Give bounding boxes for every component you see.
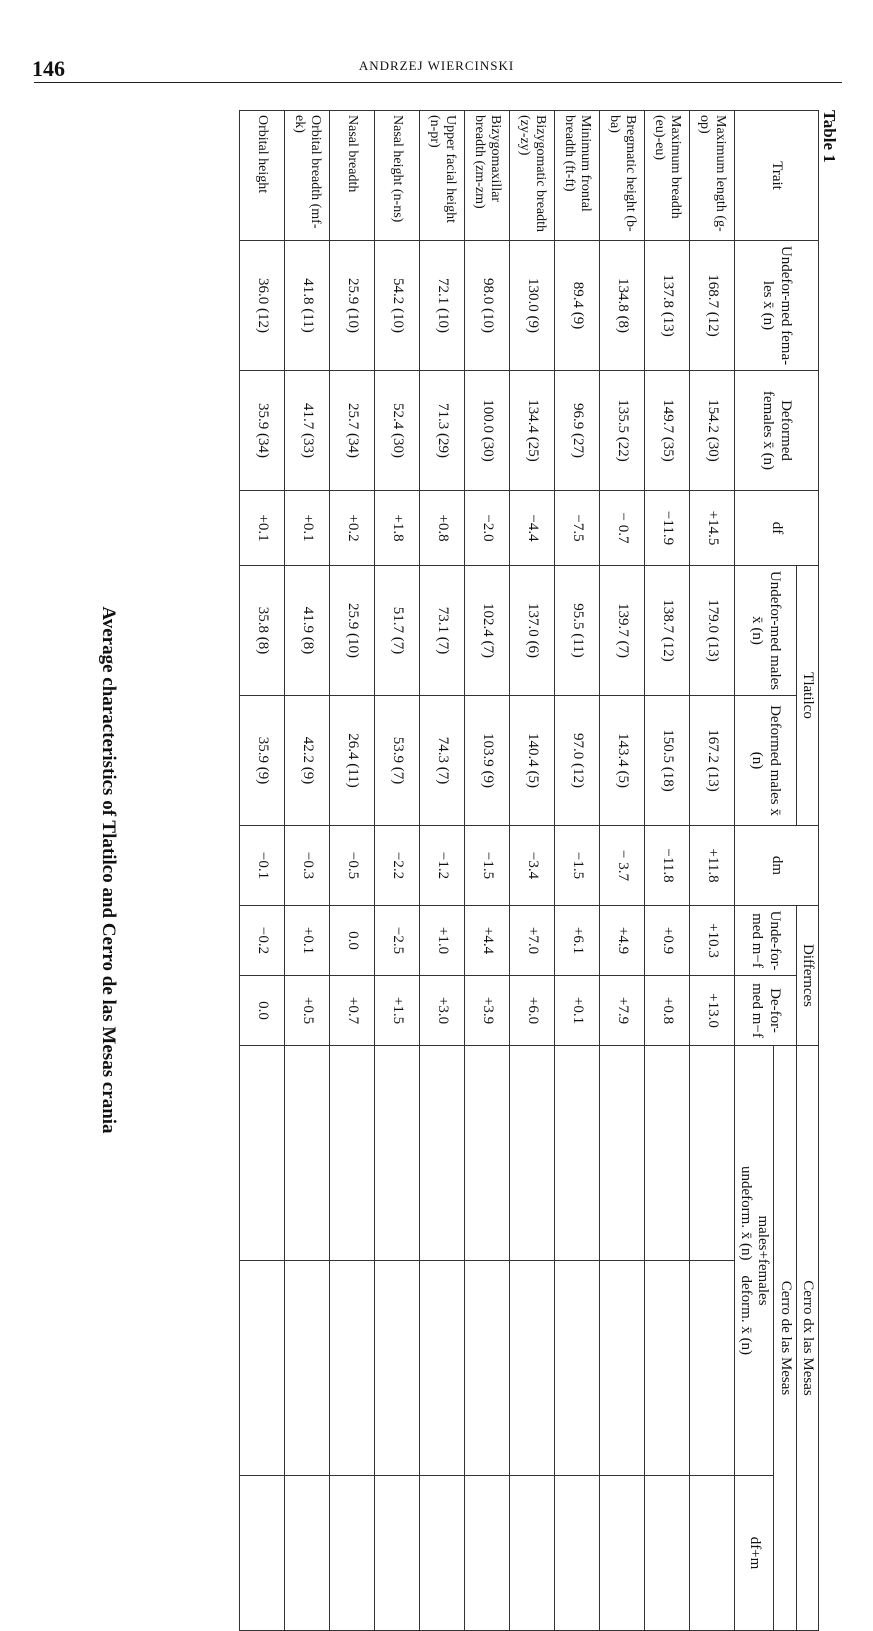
- diff-deformed-cell: +3.9: [465, 976, 510, 1046]
- deformed-females-cell: 71.3 (29): [420, 371, 465, 491]
- d-f-cell: +1.8: [375, 491, 420, 566]
- diff-undeformed-cell: −0.2: [240, 906, 285, 976]
- d-m-cell: −1.2: [420, 826, 465, 906]
- col-group-tlatilco: Tlatilco: [796, 566, 818, 826]
- d-f-cell: +0.1: [240, 491, 285, 566]
- deformed-females-cell: 135.5 (22): [600, 371, 645, 491]
- trait-cell: Maximum breadth (eu)-eu): [645, 111, 690, 241]
- deformed-females-cell: 35.9 (34): [240, 371, 285, 491]
- diff-undeformed-cell: +4.9: [600, 906, 645, 976]
- table-row: [465, 111, 510, 1631]
- cerro-undeform-cell: [330, 1046, 375, 1261]
- diff-undeformed-cell: +4.4: [465, 906, 510, 976]
- cerro-dfm-cell: [240, 1476, 285, 1631]
- undeformed-females-cell: 168.7 (12): [690, 241, 735, 371]
- col-d-f: df: [735, 491, 819, 566]
- d-m-cell: −0.5: [330, 826, 375, 906]
- deformed-males-cell: 53.9 (7): [375, 696, 420, 826]
- undeformed-males-cell: 25.9 (10): [330, 566, 375, 696]
- d-f-cell: +0.8: [420, 491, 465, 566]
- col-undeformed-females: Undefor-med fema-les x̄ (n): [735, 241, 819, 371]
- col-diff-deformed: De-for-med m−f: [735, 976, 797, 1046]
- header-row-1: [796, 111, 818, 1631]
- undeformed-males-cell: 179.0 (13): [690, 566, 735, 696]
- deformed-females-cell: 41.7 (33): [285, 371, 330, 491]
- undeformed-females-cell: 41.8 (11): [285, 241, 330, 371]
- cerro-dfm-cell: [555, 1476, 600, 1631]
- d-f-cell: +14.5: [690, 491, 735, 566]
- rotated-table-region: [99, 110, 839, 1630]
- undeformed-males-cell: 73.1 (7): [420, 566, 465, 696]
- cerro-undeform-cell: [510, 1046, 555, 1261]
- d-m-cell: +11.8: [690, 826, 735, 906]
- col-group-cerro: Cerro dx las Mesas: [796, 1046, 818, 1631]
- cerro-dfm-cell: [465, 1476, 510, 1631]
- table-row: [420, 111, 465, 1631]
- d-f-cell: − 0.7: [600, 491, 645, 566]
- trait-cell: Bregmatic height (b-ba): [600, 111, 645, 241]
- trait-cell: Bizygomaxillar breadth (zm-zm): [465, 111, 510, 241]
- cerro-dfm-cell: [510, 1476, 555, 1631]
- cerro-deform-cell: [645, 1261, 690, 1476]
- cerro-dfm-cell: [420, 1476, 465, 1631]
- cerro-undeform-cell: [375, 1046, 420, 1261]
- table-row: [330, 111, 375, 1631]
- table-row: [240, 111, 285, 1631]
- trait-cell: Nasal breadth: [330, 111, 375, 241]
- deformed-females-cell: 154.2 (30): [690, 371, 735, 491]
- cerro-undeform-cell: [240, 1046, 285, 1261]
- undeformed-females-cell: 72.1 (10): [420, 241, 465, 371]
- d-m-cell: −0.1: [240, 826, 285, 906]
- diff-undeformed-cell: +0.9: [645, 906, 690, 976]
- table-row: [600, 111, 645, 1631]
- undeformed-females-cell: 54.2 (10): [375, 241, 420, 371]
- diff-deformed-cell: +0.7: [330, 976, 375, 1046]
- trait-cell: Orbital height: [240, 111, 285, 241]
- deformed-males-cell: 103.9 (9): [465, 696, 510, 826]
- undeformed-females-cell: 89.4 (9): [555, 241, 600, 371]
- trait-cell: Orbital breadth (mf-ek): [285, 111, 330, 241]
- d-f-cell: −2.0: [465, 491, 510, 566]
- cerro-undeform-cell: [420, 1046, 465, 1261]
- cerro-deform-cell: [285, 1261, 330, 1476]
- undeformed-females-cell: 98.0 (10): [465, 241, 510, 371]
- undeformed-males-cell: 35.8 (8): [240, 566, 285, 696]
- cerro-undeform-cell: [645, 1046, 690, 1261]
- undeformed-females-cell: 134.8 (8): [600, 241, 645, 371]
- undeformed-females-cell: 137.8 (13): [645, 241, 690, 371]
- trait-cell: Minimum frontal breadth (ft-ft): [555, 111, 600, 241]
- deformed-males-cell: 150.5 (18): [645, 696, 690, 826]
- diff-undeformed-cell: +7.0: [510, 906, 555, 976]
- cerro-undeform-label: undeform. x̄ (n): [738, 1165, 755, 1261]
- table-caption: Average characteristics of Tlatilco and Cerro de las Mesas crania: [98, 606, 119, 1134]
- d-m-cell: −1.5: [555, 826, 600, 906]
- cerro-undeform-cell: [465, 1046, 510, 1261]
- cerro-mf-label: males+females: [755, 1215, 772, 1306]
- diff-undeformed-cell: +6.1: [555, 906, 600, 976]
- d-m-cell: −3.4: [510, 826, 555, 906]
- cerro-deform-cell: [465, 1261, 510, 1476]
- undeformed-males-cell: 102.4 (7): [465, 566, 510, 696]
- deformed-males-cell: 167.2 (13): [690, 696, 735, 826]
- trait-cell: Bizygomatic breadth (zy-zy): [510, 111, 555, 241]
- header-rule: [34, 82, 842, 83]
- d-m-cell: −2.2: [375, 826, 420, 906]
- trait-cell: Nasal height (n-ns): [375, 111, 420, 241]
- table-row: [690, 111, 735, 1631]
- running-head: ANDRZEJ WIERCINSKI: [358, 58, 515, 73]
- col-cerro-mf: [735, 1046, 775, 1476]
- deformed-males-cell: 35.9 (9): [240, 696, 285, 826]
- cerro-undeform-cell: [600, 1046, 645, 1261]
- table-row: [285, 111, 330, 1631]
- table-row: [645, 111, 690, 1631]
- table-row: [510, 111, 555, 1631]
- cerro-deform-cell: [690, 1261, 735, 1476]
- deformed-males-cell: 42.2 (9): [285, 696, 330, 826]
- cerro-deform-cell: [555, 1261, 600, 1476]
- deformed-males-cell: 143.4 (5): [600, 696, 645, 826]
- col-trait: Trait: [735, 111, 819, 241]
- table-row: [375, 111, 420, 1631]
- deformed-females-cell: 100.0 (30): [465, 371, 510, 491]
- deformed-males-cell: 26.4 (11): [330, 696, 375, 826]
- table-row: [555, 111, 600, 1631]
- trait-cell: Upper facial height (n-pr): [420, 111, 465, 241]
- cerro-deform-label: deform. x̄ (n): [738, 1275, 755, 1356]
- cerro-undeform-cell: [285, 1046, 330, 1261]
- d-m-cell: −0.3: [285, 826, 330, 906]
- diff-deformed-cell: +0.5: [285, 976, 330, 1046]
- col-diff-undeformed: Unde-for-med m−f: [735, 906, 797, 976]
- col-deformed-males: Deformed males x̄ (n): [735, 696, 797, 826]
- diff-deformed-cell: +7.9: [600, 976, 645, 1046]
- cerro-dfm-cell: [285, 1476, 330, 1631]
- data-table: [239, 110, 819, 1631]
- diff-deformed-cell: +6.0: [510, 976, 555, 1046]
- deformed-males-cell: 97.0 (12): [555, 696, 600, 826]
- col-cerro-subtitle: Cerro de las Mesas: [774, 1046, 796, 1631]
- trait-cell: Maximum length (g-op): [690, 111, 735, 241]
- col-d-m: dm: [735, 826, 819, 906]
- diff-deformed-cell: +1.5: [375, 976, 420, 1046]
- undeformed-females-cell: 130.0 (9): [510, 241, 555, 371]
- cerro-deform-cell: [375, 1261, 420, 1476]
- diff-undeformed-cell: +1.0: [420, 906, 465, 976]
- cerro-deform-cell: [330, 1261, 375, 1476]
- deformed-females-cell: 149.7 (35): [645, 371, 690, 491]
- diff-deformed-cell: +3.0: [420, 976, 465, 1046]
- d-f-cell: −7.5: [555, 491, 600, 566]
- diff-undeformed-cell: +10.3: [690, 906, 735, 976]
- cerro-deform-cell: [420, 1261, 465, 1476]
- cerro-dfm-cell: [690, 1476, 735, 1631]
- undeformed-males-cell: 137.0 (6): [510, 566, 555, 696]
- undeformed-males-cell: 139.7 (7): [600, 566, 645, 696]
- deformed-females-cell: 52.4 (30): [375, 371, 420, 491]
- d-m-cell: −1.5: [465, 826, 510, 906]
- diff-undeformed-cell: +0.1: [285, 906, 330, 976]
- deformed-males-cell: 74.3 (7): [420, 696, 465, 826]
- deformed-females-cell: 134.4 (25): [510, 371, 555, 491]
- undeformed-males-cell: 41.9 (8): [285, 566, 330, 696]
- diff-undeformed-cell: 0.0: [330, 906, 375, 976]
- d-m-cell: −11.8: [645, 826, 690, 906]
- table-label: Table 1: [820, 110, 839, 163]
- diff-deformed-cell: +0.1: [555, 976, 600, 1046]
- cerro-undeform-cell: [690, 1046, 735, 1261]
- cerro-deform-cell: [240, 1261, 285, 1476]
- deformed-females-cell: 96.9 (27): [555, 371, 600, 491]
- undeformed-males-cell: 138.7 (12): [645, 566, 690, 696]
- diff-deformed-cell: +0.8: [645, 976, 690, 1046]
- cerro-dfm-cell: [330, 1476, 375, 1631]
- undeformed-males-cell: 95.5 (11): [555, 566, 600, 696]
- diff-undeformed-cell: −2.5: [375, 906, 420, 976]
- d-m-cell: − 3.7: [600, 826, 645, 906]
- undeformed-males-cell: 51.7 (7): [375, 566, 420, 696]
- cerro-deform-cell: [510, 1261, 555, 1476]
- deformed-males-cell: 140.4 (5): [510, 696, 555, 826]
- page-number: 146: [32, 56, 65, 81]
- col-group-differences: Differnces: [796, 906, 818, 1046]
- undeformed-females-cell: 36.0 (12): [240, 241, 285, 371]
- col-deformed-females: Deformed females x̄ (n): [735, 371, 819, 491]
- cerro-dfm-cell: [375, 1476, 420, 1631]
- cerro-undeform-cell: [555, 1046, 600, 1261]
- cerro-deform-cell: [600, 1261, 645, 1476]
- cerro-dfm-cell: [600, 1476, 645, 1631]
- diff-deformed-cell: +13.0: [690, 976, 735, 1046]
- undeformed-females-cell: 25.9 (10): [330, 241, 375, 371]
- d-f-cell: −11.9: [645, 491, 690, 566]
- col-cerro-dfm: df+m: [735, 1476, 775, 1631]
- d-f-cell: +0.1: [285, 491, 330, 566]
- deformed-females-cell: 25.7 (34): [330, 371, 375, 491]
- diff-deformed-cell: 0.0: [240, 976, 285, 1046]
- d-f-cell: −4.4: [510, 491, 555, 566]
- d-f-cell: +0.2: [330, 491, 375, 566]
- col-undeformed-males: Undefor-med males x̄ (n): [735, 566, 797, 696]
- cerro-dfm-cell: [645, 1476, 690, 1631]
